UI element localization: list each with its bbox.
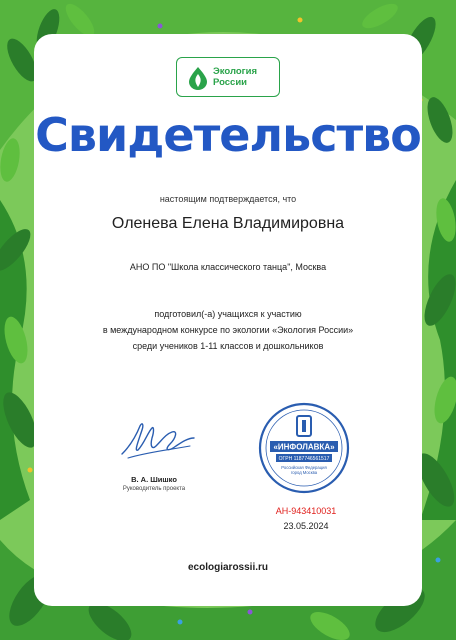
body-line-2: в международном конкурсе по экологии «Экология России»: [102, 325, 354, 335]
body-line-1: подготовил(-а) учащихся к участию: [154, 309, 302, 319]
logo-line-1: Экология: [213, 66, 258, 77]
stamp-line-1: Российская Федерация: [281, 465, 327, 470]
signature-image: [118, 416, 198, 464]
stamp-line-2: город Москва: [290, 470, 318, 475]
stamp-brand: «ИНФОЛАВКА»: [273, 442, 335, 452]
organization-text: АНО ПО "Школа классического танца", Москва: [129, 262, 327, 272]
website-link[interactable]: ecologiarossii.ru: [187, 562, 269, 573]
signatory-name: В. А. Шишко: [131, 475, 177, 484]
certificate-title: Свидетельство: [35, 108, 421, 162]
issue-date: 23.05.2024: [283, 521, 329, 531]
signatory-role: Руководитель проекта: [122, 486, 186, 492]
stamp-ogrn: ОГРН 1187746561517: [278, 456, 330, 463]
logo: [176, 57, 280, 97]
recipient-name: Оленева Елена Владимировна: [111, 215, 345, 232]
body-line-3: среди учеников 1-11 классов и дошкольников: [132, 341, 324, 351]
intro-text: настоящим подтверждается, что: [159, 194, 297, 204]
leaf-drop-icon: [187, 66, 209, 90]
document-number: АН-943410031: [275, 506, 337, 516]
company-stamp: [258, 402, 350, 494]
logo-line-2: России: [213, 77, 248, 88]
logo-text: [213, 66, 257, 88]
